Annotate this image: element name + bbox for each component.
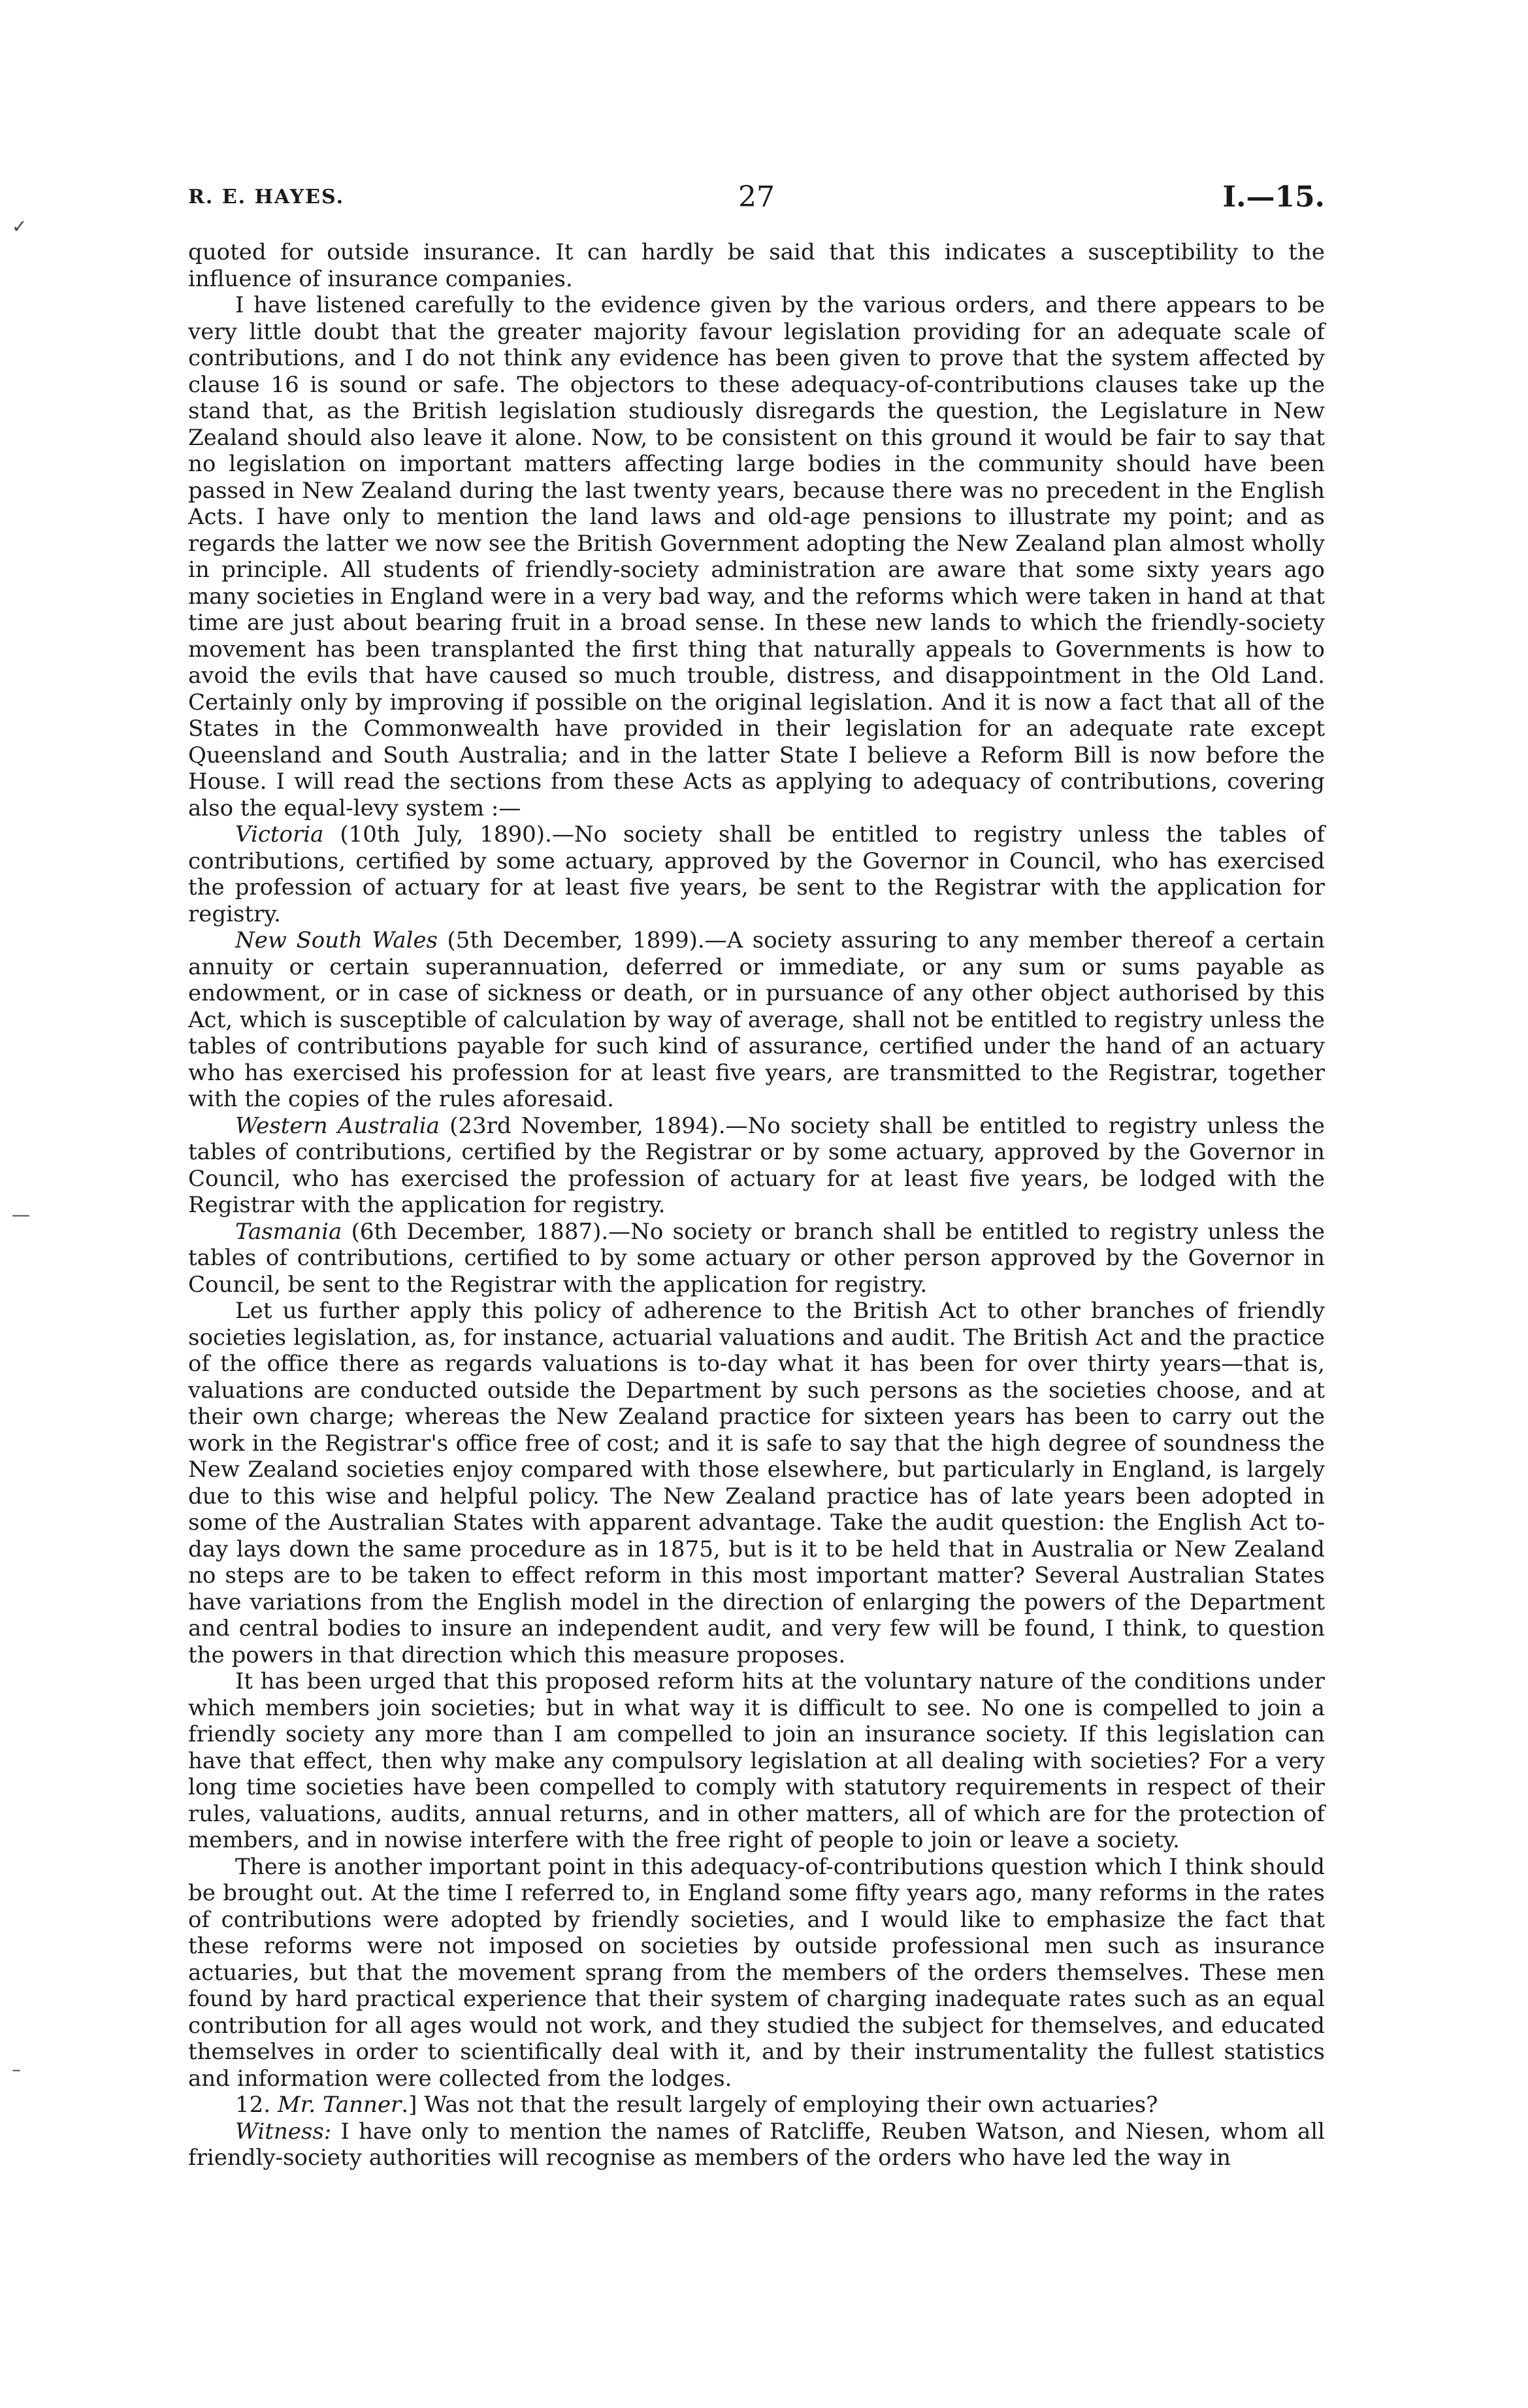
statute-label: Western Australia	[235, 1112, 440, 1139]
statute-text: (6th December, 1887).—No society or branch shall be entitled to registry unless the tables of contributions, certified to by some actuary or other person approved by the Governor in Council, be sent to the Registrar with the application for registry.	[188, 1218, 1325, 1298]
statute-text: (10th July, 1890).—No society shall be entitled to registry unless the tables of contributions, certified by some actuary, approved by the Governor in Council, who has exercised the profession of actuary for at least five years, be sent to the Registrar with the application for registry.	[188, 821, 1325, 927]
witness-label: Witness:	[235, 2118, 332, 2145]
margin-mark: ✓	[12, 216, 27, 237]
margin-mark: —	[12, 1204, 30, 1225]
statute-victoria	[188, 821, 1325, 927]
paragraph: quoted for outside insurance. It can hardly be said that this indicates a susceptibility to the influence of insurance companies.	[188, 239, 1325, 292]
question-12	[188, 2092, 1325, 2119]
question-text: .] Was not that the result largely of employing their own actuaries?	[401, 2092, 1158, 2118]
paragraph: Let us further apply this policy of adherence to the British Act to other branches of friendly societies legislation, as, for instance, actuarial valuations and audit. The British Act and the practice of the office there as regards valuations is to-day what it has been for over thirty years—that is, valuations are conducted outside the Department by such persons as the societies choose, and at their own charge; whereas the New Zealand practice for sixteen years has been to carry out the work in the Registrar's office free of cost; and it is safe to say that the high degree of soundness the New Zealand societies enjoy compared with those elsewhere, but particularly in England, is largely due to this wise and helpful policy. The New Zealand practice has of late years been adopted in some of the Australian States with apparent advantage. Take the audit question: the English Act to-day lays down the same procedure as in 1875, but is it to be held that in Australia or New Zealand no steps are to be taken to effect reform in this most important matter? Several Australian States have variations from the English model in the direction of enlarging the powers of the Department and central bodies to insure an independent audit, and very few will be found, I think, to question the powers in that direction which this measure proposes.	[188, 1298, 1325, 1668]
statute-label: New South Wales	[235, 927, 438, 953]
page-header	[188, 182, 1325, 214]
paragraph: I have listened carefully to the evidence given by the various orders, and there appears to be very little doubt that the greater majority favour legislation providing for an adequate scale of contributions, and I do not think any evidence has been given to prove that the system affected by clause 16 is sound or safe. The objectors to these adequacy-of-contributions clauses take up the stand that, as the British legislation studiously disregards the question, the Legislature in New Zealand should also leave it alone. Now, to be consistent on this ground it would be fair to say that no legislation on important matters affecting large bodies in the community should have been passed in New Zealand during the last twenty years, because there was no precedent in the English Acts. I have only to mention the land laws and old-age pensions to illustrate my point; and as regards the latter we now see the British Government adopting the New Zealand plan almost wholly in principle. All students of friendly-society administration are aware that some sixty years ago many societies in England were in a very bad way, and the reforms which were taken in hand at that time are just about bearing fruit in a broad sense. In these new lands to which the friendly-society movement has been transplanted the first thing that naturally appeals to Governments is how to avoid the evils that have caused so much trouble, distress, and disappointment in the Old Land. Certainly only by improving if possible on the original legislation. And it is now a fact that all of the States in the Commonwealth have provided in their legislation for an adequate rate except Queensland and South Australia; and in the latter State I believe a Reform Bill is now before the House. I will read the sections from these Acts as applying to adequacy of contributions, covering also the equal-levy system :—	[188, 292, 1325, 821]
header-author: R. E. HAYES.	[188, 186, 345, 208]
page-number: 27	[738, 180, 775, 214]
body-text	[188, 239, 1325, 2171]
witness-text: I have only to mention the names of Ratcliffe, Reuben Watson, and Niesen, whom all friendly-society authorities will recognise as members of the orders who have led the way in	[188, 2118, 1325, 2171]
question-speaker: Mr. Tanner	[277, 2092, 402, 2118]
statute-label: Tasmania	[235, 1218, 342, 1245]
statute-tasmania	[188, 1219, 1325, 1298]
statute-text: (23rd November, 1894).—No society shall be entitled to registry unless the tables of contributions, certified by the Registrar or by some actuary, approved by the Governor in Council, who has exercised the profession of actuary for at least five years, be lodged with the Registrar with the application for registry.	[188, 1112, 1325, 1218]
statute-new-south-wales	[188, 927, 1325, 1113]
paragraph: There is another important point in this adequacy-of-contributions question which I think should be brought out. At the time I referred to, in England some fifty years ago, many reforms in the rates of contributions were adopted by friendly societies, and I would like to emphasize the fact that these reforms were not imposed on societies by outside professional men such as insurance actuaries, but that the movement sprang from the members of the orders themselves. These men found by hard practical experience that their system of charging inadequate rates such as an equal contribution for all ages would not work, and they studied the subject for themselves, and educated themselves in order to scientifically deal with it, and by their instrumentality the fullest statistics and information were collected from the lodges.	[188, 1853, 1325, 2092]
statute-label: Victoria	[235, 821, 324, 848]
statute-western-australia	[188, 1113, 1325, 1219]
statute-text: (5th December, 1899).—A society assuring to any member thereof a certain annuity or certain superannuation, deferred or immediate, or any sum or sums payable as endowment, or in case of sickness or death, or in pursuance of any other object authorised by this Act, which is susceptible of calculation by way of average, shall not be entitled to registry unless the tables of contributions payable for such kind of assurance, certified under the hand of an actuary who has exercised his profession for at least five years, are transmitted to the Registrar, together with the copies of the rules aforesaid.	[188, 927, 1325, 1112]
paragraph: It has been urged that this proposed reform hits at the voluntary nature of the conditions under which members join societies; but in what way it is difficult to see. No one is compelled to join a friendly society any more than I am compelled to join an insurance society. If this legislation can have that effect, then why make any compulsory legislation at all dealing with societies? For a very long time societies have been compelled to comply with statutory requirements in respect of their rules, valuations, audits, annual returns, and in other matters, all of which are for the protection of members, and in nowise interfere with the free right of people to join or leave a society.	[188, 1668, 1325, 1853]
document-reference: I.—15.	[1222, 180, 1325, 214]
witness-answer	[188, 2119, 1325, 2171]
question-number: 12.	[235, 2092, 278, 2118]
margin-mark: –	[12, 2058, 21, 2080]
